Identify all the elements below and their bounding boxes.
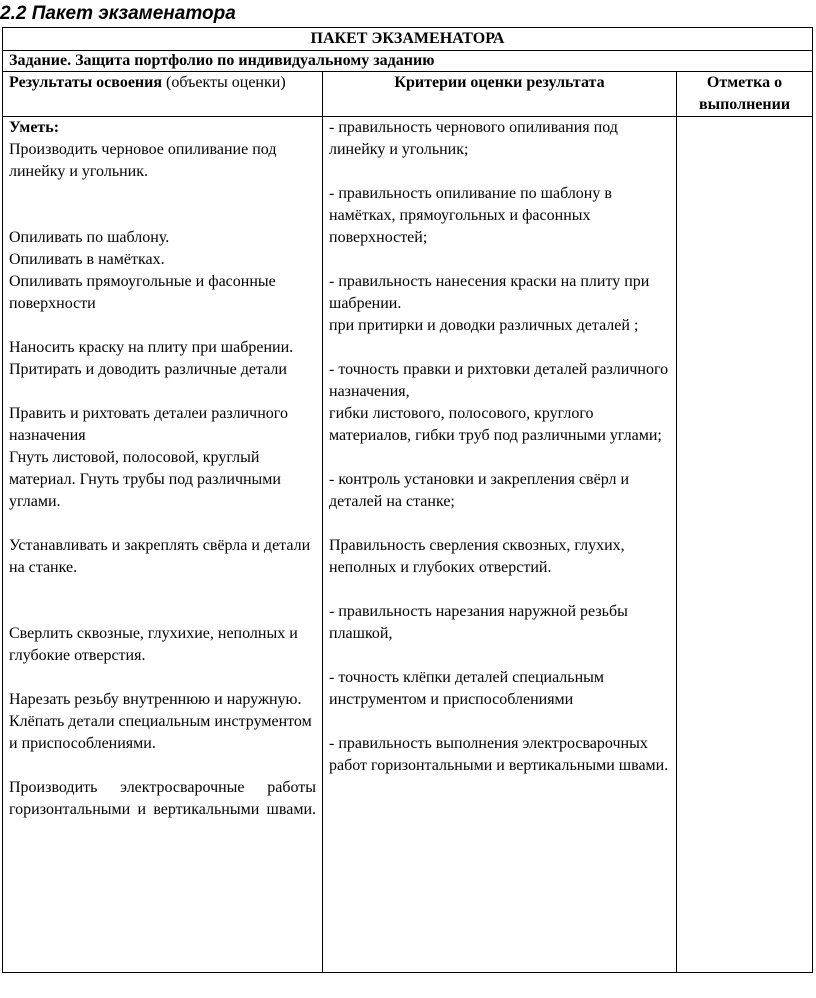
table-title: ПАКЕТ ЭКЗАМЕНАТОРА [3, 28, 813, 51]
criteria-item: Правильность сверления сквозных, глухих, неполных и глубоких отверстий. [329, 537, 625, 576]
task-text: Задание. Защита портфолио по индивидуальному заданию [3, 51, 813, 72]
criteria-item: - точность клёпки деталей специальным инструментом и приспособлениями [329, 669, 605, 708]
criteria-item: - точность правки и рихтовки деталей различного назначения, [329, 361, 669, 400]
section-heading: 2.2 Пакет экзаменатора [0, 3, 236, 24]
header-mark: Отметка о выполнении [677, 72, 813, 117]
skills-cell [3, 117, 323, 973]
criteria-item: - правильность выполнения электросварочных работ горизонтальными и вертикальными швами. [329, 735, 669, 774]
skill-item: Устанавливать и закреплять свёрла и детали на станке. [9, 537, 311, 576]
content-row [3, 117, 813, 973]
header-results-bold: Результаты освоения [9, 74, 163, 91]
skill-item: Клёпать детали специальным инструментом и приспособлениями. [9, 713, 312, 752]
skill-item: Сверлить сквозные, глухихие, неполных и глубокие отверстия. [9, 625, 298, 664]
skill-item: Притирать и доводить различные детали [9, 361, 287, 378]
criteria-item: - правильность опиливание по шаблону в намётках, прямоугольных и фасонных поверхностей; [329, 185, 612, 246]
table-title-row [3, 28, 813, 51]
skill-item: Опиливать прямоугольные и фасонные поверхности [9, 273, 276, 312]
skill-item: Гнуть листовой, полосовой, круглый материал. Гнуть трубы под различными углами. [9, 449, 281, 510]
header-criteria: Критерии оценки результата [323, 72, 677, 117]
mark-cell[interactable] [677, 117, 813, 973]
criteria-item: гибки листового, полосового, круглого материалов, гибки труб под различными углами; [329, 405, 662, 444]
skill-item: Опиливать в намётках. [9, 251, 165, 268]
header-results-rest: (объекты оценки) [162, 74, 286, 91]
skill-item: Наносить краску на плиту при шабрении. [9, 339, 294, 356]
criteria-cell [323, 117, 677, 973]
header-row [3, 72, 813, 117]
skill-item: Править и рихтовать деталеи различного назначения [9, 405, 288, 444]
skill-item: Производить электросварочные работы горизонтальными и вертикальными швами. [9, 779, 316, 818]
examiner-table [2, 27, 813, 973]
task-row [3, 51, 813, 72]
criteria-item: при притирки и доводки различных деталей ; [329, 317, 639, 334]
criteria-item: - правильность нанесения краски на плиту при шабрении. [329, 273, 650, 312]
skill-item: Производить черновое опиливание под линейку и угольник. [9, 141, 277, 180]
criteria-item: - правильность чернового опиливания под линейку и угольник; [329, 119, 618, 158]
skills-label: Уметь: [9, 119, 60, 136]
skill-item: Опиливать по шаблону. [9, 229, 170, 246]
criteria-item: - правильность нарезания наружной резьбы плашкой, [329, 603, 628, 642]
header-results [3, 72, 323, 117]
skill-item: Нарезать резьбу внутреннюю и наружную. [9, 691, 302, 708]
criteria-item: - контроль установки и закрепления свёрл и деталей на станке; [329, 471, 630, 510]
